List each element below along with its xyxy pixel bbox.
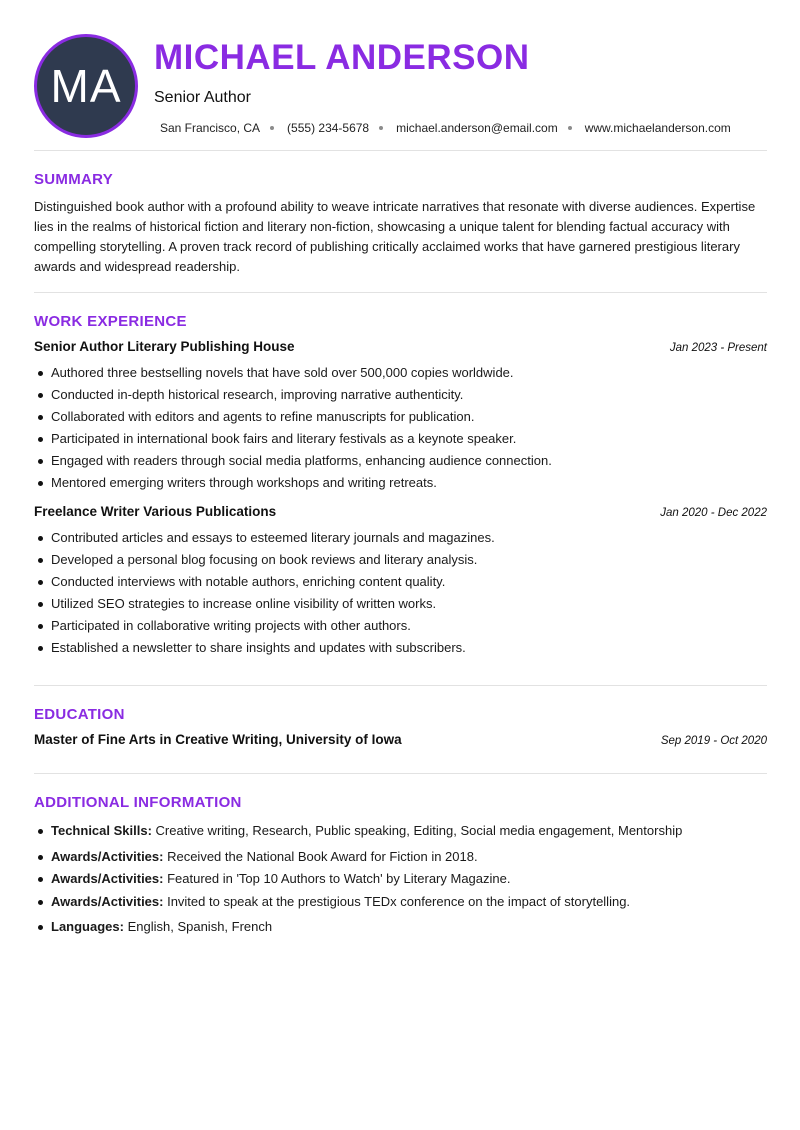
job-bullet: Authored three bestselling novels that have sold over 500,000 copies worldwide.: [51, 362, 767, 384]
education-date: Sep 2019 - Oct 2020: [660, 735, 767, 747]
candidate-title: Senior Author: [154, 89, 251, 106]
job-bullet: Mentored emerging writers through workshops and writing retreats.: [51, 472, 767, 494]
job-entry: [34, 504, 767, 659]
additional-item: [51, 891, 767, 914]
contact-separator-dot: [270, 126, 274, 130]
item-label: Languages:: [51, 919, 124, 934]
job-bullets: [34, 362, 767, 494]
section-heading-summary: SUMMARY: [34, 171, 114, 188]
additional-item: [51, 916, 767, 939]
education-degree: Master of Fine Arts in Creative Writing, University of Iowa: [34, 732, 402, 747]
contact-location: San Francisco, CA: [160, 121, 261, 135]
job-bullet: Participated in international book fairs and literary festivals as a keynote speaker.: [51, 428, 767, 450]
item-text: Creative writing, Research, Public speaking, Editing, Social media engagement, Mentorship: [151, 823, 683, 838]
avatar-initials: MA: [50, 60, 122, 112]
item-label: Awards/Activities:: [51, 848, 164, 864]
item-text: Invited to speak at the prestigious TEDx conference on the impact of storytelling.: [163, 893, 631, 909]
section-heading-education: EDUCATION: [34, 706, 125, 723]
avatar: [34, 34, 138, 138]
contact-email: michael.anderson@email.com: [396, 121, 558, 135]
item-label: Technical Skills:: [51, 823, 152, 838]
additional-item: [51, 846, 767, 869]
additional-section: [34, 774, 767, 939]
job-date: Jan 2020 - Dec 2022: [660, 507, 767, 519]
education-section: [34, 686, 767, 747]
job-entry: [34, 339, 767, 494]
item-label: Awards/Activities:: [51, 893, 164, 909]
job-bullet: Collaborated with editors and agents to refine manuscripts for publication.: [51, 406, 767, 428]
item-text: English, Spanish, French: [123, 919, 273, 934]
section-heading-additional: ADDITIONAL INFORMATION: [34, 794, 242, 811]
summary-text: Distinguished book author with a profound ability to weave intricate narratives that resonate with diverse audiences. Expertise lies in the realms of historical fiction and literary non-fiction, showcasing a unique talent for blending factual accuracy with compelling storytelling. A proven track record of publishing critically acclaimed works that have garnered prestigious literary awards and widespread readership.: [34, 199, 756, 274]
resume-header: [34, 0, 767, 150]
summary-section: [34, 151, 767, 277]
experience-section: [34, 293, 767, 659]
job-bullet: Utilized SEO strategies to increase online visibility of written works.: [51, 593, 767, 615]
additional-item: [51, 868, 767, 891]
job-bullet: Established a newsletter to share insights and updates with subscribers.: [51, 637, 767, 659]
item-text: Featured in 'Top 10 Authors to Watch' by Literary Magazine.: [163, 871, 511, 886]
item-label: Awards/Activities:: [51, 871, 164, 886]
item-text: Received the National Book Award for Fiction in 2018.: [163, 848, 478, 864]
contact-website: www.michaelanderson.com: [584, 121, 731, 135]
job-bullet: Engaged with readers through social media platforms, enhancing audience connection.: [51, 450, 767, 472]
job-bullet: Conducted interviews with notable authors, enriching content quality.: [51, 571, 767, 593]
job-title: Senior Author Literary Publishing House: [34, 339, 295, 354]
additional-item: [51, 820, 767, 843]
job-bullet: Contributed articles and essays to esteemed literary journals and magazines.: [51, 527, 767, 549]
job-title: Freelance Writer Various Publications: [34, 504, 277, 519]
contact-separator-dot: [379, 126, 383, 130]
job-bullet: Participated in collaborative writing projects with other authors.: [51, 615, 767, 637]
contact-separator-dot: [568, 126, 572, 130]
candidate-name: MICHAEL ANDERSON: [154, 38, 530, 77]
contact-info: [160, 121, 731, 135]
job-date: Jan 2023 - Present: [669, 342, 767, 354]
section-heading-experience: WORK EXPERIENCE: [34, 313, 187, 330]
job-bullet: Conducted in-depth historical research, improving narrative authenticity.: [51, 384, 767, 406]
job-bullets: [34, 527, 767, 659]
contact-phone: (555) 234-5678: [287, 121, 370, 135]
additional-list: [34, 820, 767, 939]
job-bullet: Developed a personal blog focusing on book reviews and literary analysis.: [51, 549, 767, 571]
